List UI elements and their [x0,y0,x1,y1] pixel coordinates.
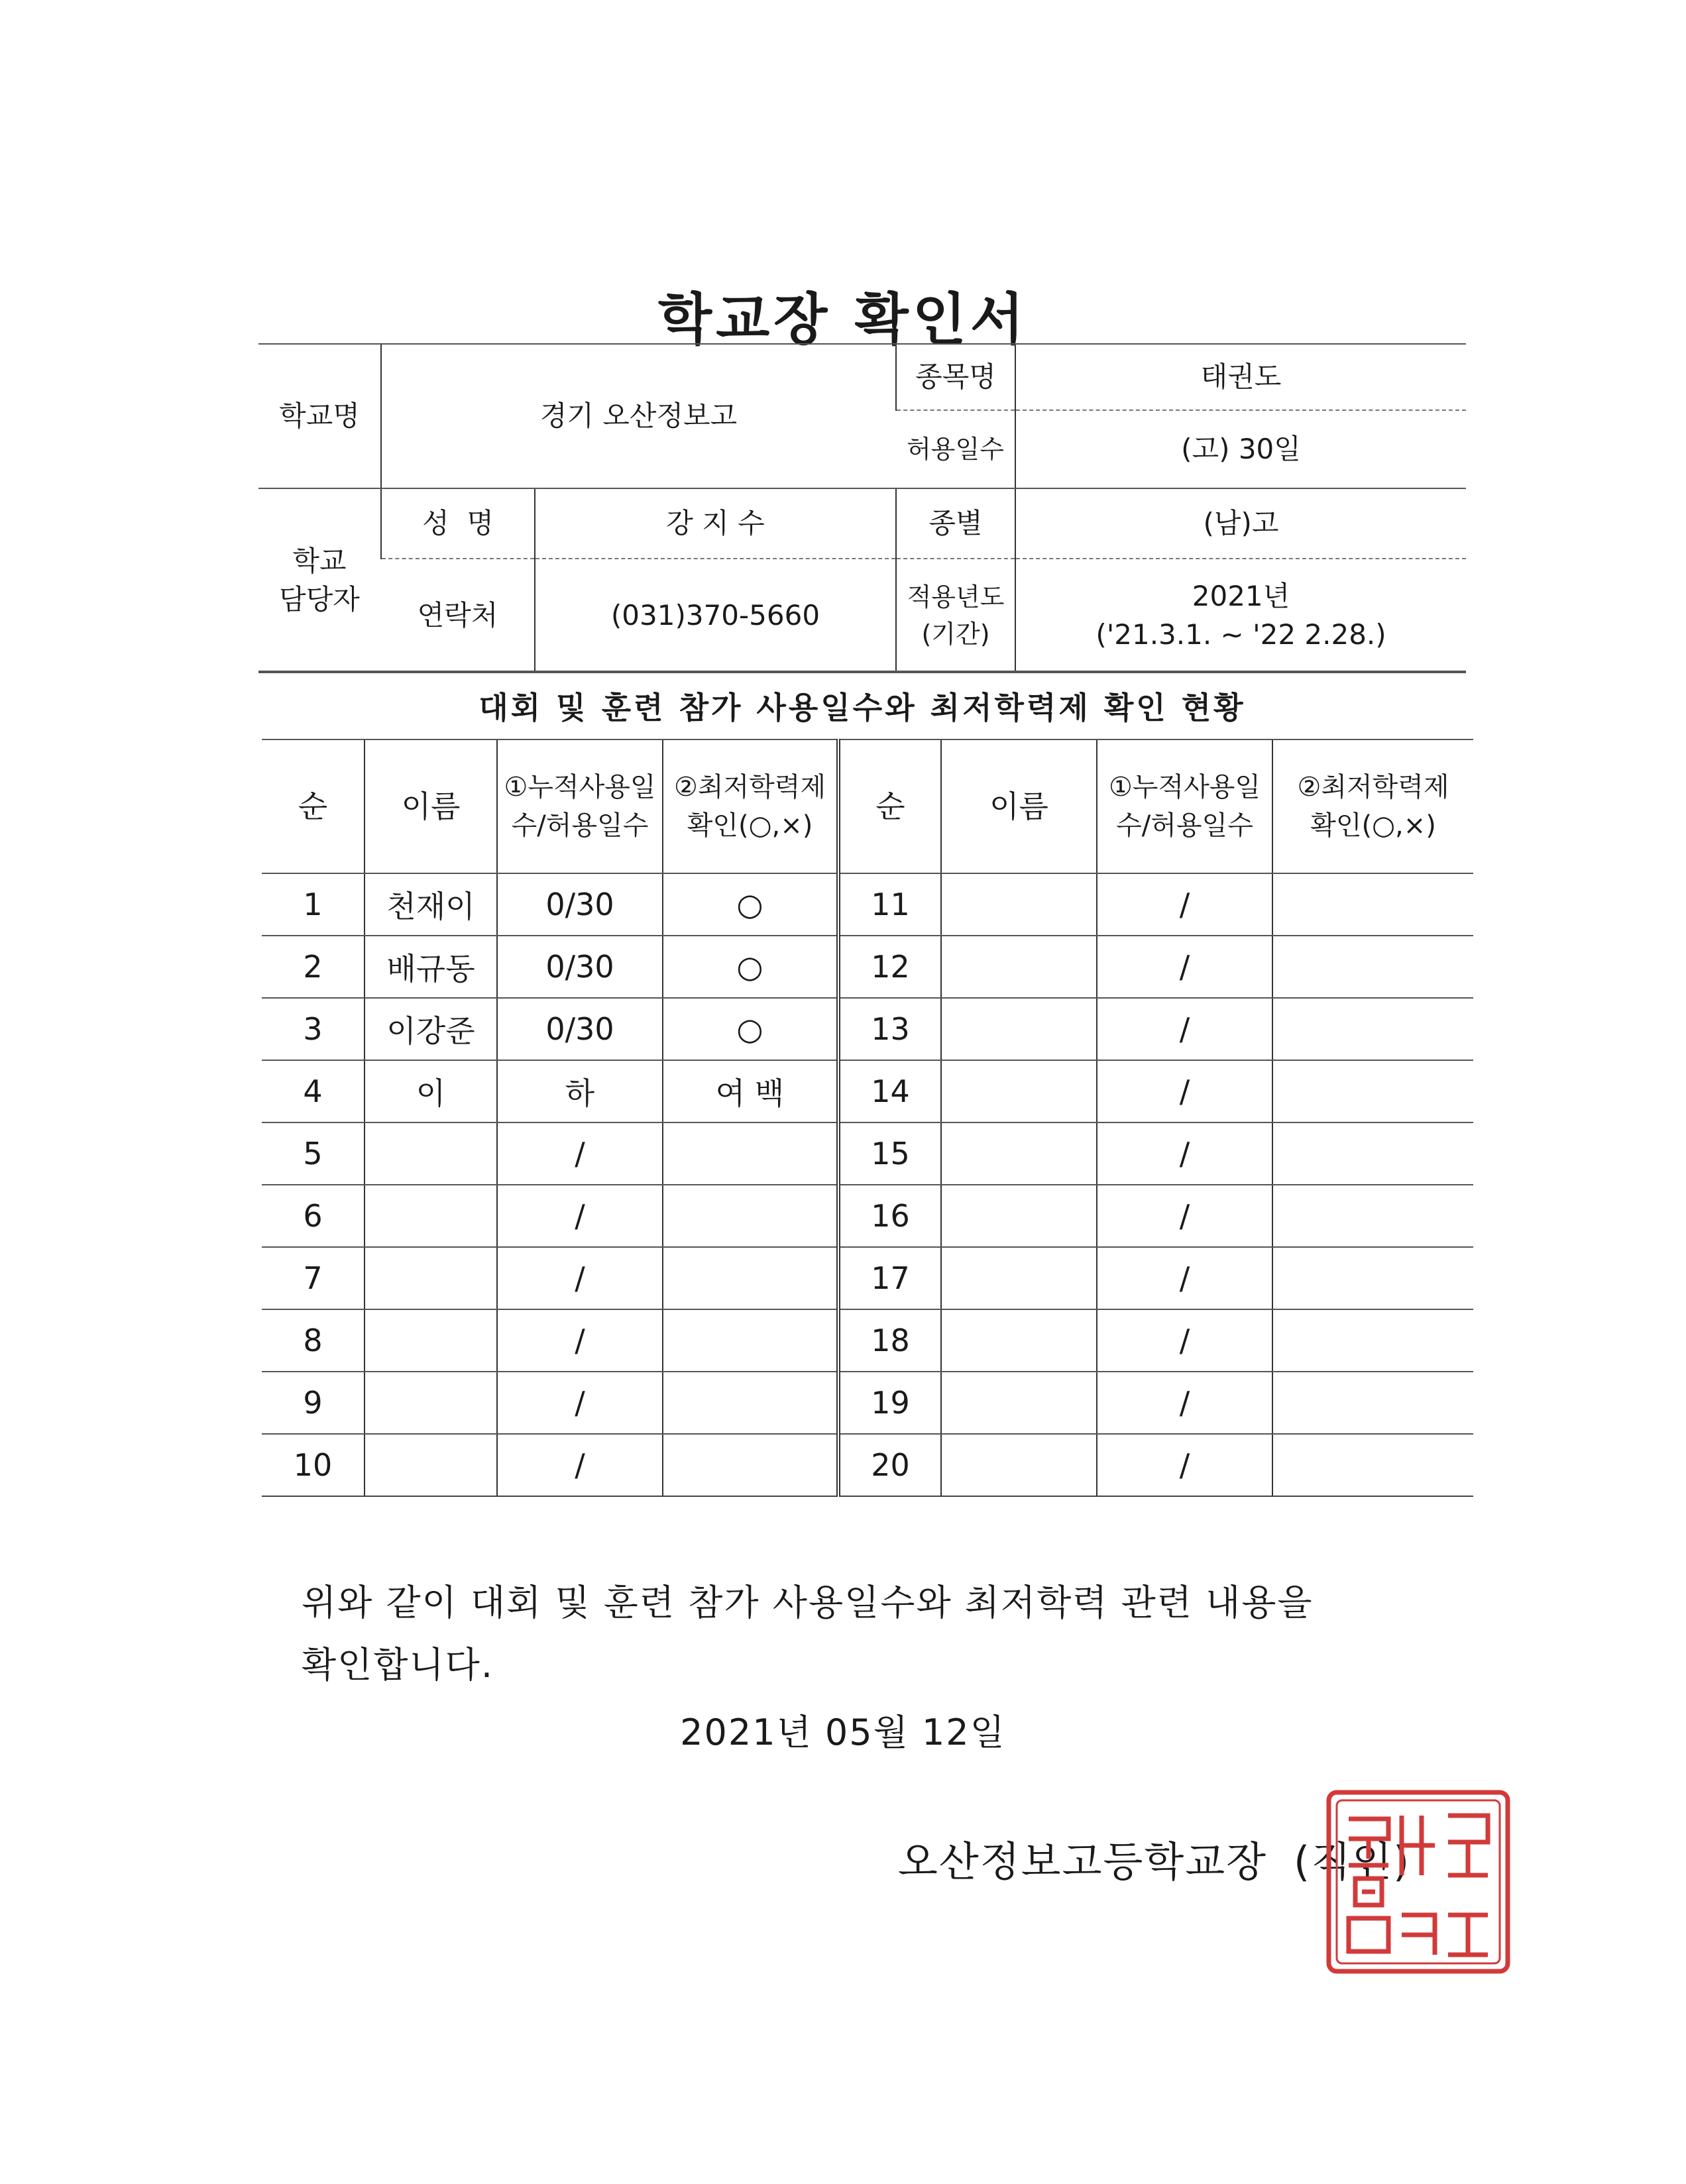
year-value-line-2: ('21.3.1. ~ '22 2.28.) [1096,618,1386,651]
row-days-cell: / [497,1122,663,1185]
row-name-cell [365,1185,497,1247]
row-check-cell: ○ [663,873,838,936]
row-name-cell: 이 [365,1060,497,1122]
header-check-left [663,739,838,873]
row-days-cell: / [1097,998,1272,1060]
header-check-right-line-2: 확인(○,×) [1310,810,1436,841]
row-check-cell [1272,1185,1473,1247]
row-number-cell: 10 [262,1434,365,1496]
row-days-cell: / [1097,1434,1272,1496]
row-check-cell [1272,1309,1473,1372]
staff-label [258,488,381,673]
row-name-cell [941,1060,1097,1122]
row-name-cell [365,1434,497,1496]
row-check-cell [663,1122,838,1185]
row-name-cell [365,1122,497,1185]
header-days-left-line-1: ①누적사용일 [504,772,656,802]
header-name-right: 이름 [941,739,1097,873]
table-row [262,1309,1473,1372]
header-no-right: 순 [838,739,941,873]
row-check-cell: ○ [663,998,838,1060]
row-name-cell [941,1372,1097,1434]
year-value-line-1: 2021년 [1192,580,1290,612]
row-check-cell [663,1185,838,1247]
row-days-cell: / [497,1434,663,1496]
row-check-cell [1272,936,1473,998]
event-value: 태권도 [1015,344,1466,410]
row-days-cell: / [497,1185,663,1247]
row-days-cell: 0/30 [497,998,663,1060]
row-name-cell: 이강준 [365,998,497,1060]
section-title: 대회 및 훈련 참가 사용일수와 최저학력제 확인 현황 [258,671,1466,737]
row-number-cell: 7 [262,1247,365,1309]
row-number-cell: 16 [838,1185,941,1247]
header-days-right-line-2: 수/허용일수 [1116,810,1253,841]
row-days-cell: 0/30 [497,936,663,998]
row-number-cell: 15 [838,1122,941,1185]
header-check-left-line-2: 확인(○,×) [687,810,813,841]
row-number-cell: 9 [262,1372,365,1434]
row-days-cell: / [1097,873,1272,936]
row-name-cell [365,1372,497,1434]
row-number-cell: 19 [838,1372,941,1434]
year-label-line-2: (기간) [921,620,990,649]
table-row [262,998,1473,1060]
year-label [896,559,1015,673]
row-days-cell: / [497,1372,663,1434]
row-check-cell: ○ [663,936,838,998]
row-number-cell: 3 [262,998,365,1060]
row-days-cell: / [1097,1185,1272,1247]
row-number-cell: 17 [838,1247,941,1309]
row-days-cell: 0/30 [497,873,663,936]
row-name-cell [941,998,1097,1060]
allowed-days-value: (고) 30일 [1015,410,1466,488]
row-check-cell: 여 백 [663,1060,838,1122]
issue-date: 2021년 05월 12일 [680,1712,1006,1753]
school-name-label: 학교명 [258,344,381,488]
row-name-cell [365,1247,497,1309]
table-row [262,1185,1473,1247]
table-row [262,1372,1473,1434]
row-number-cell: 14 [838,1060,941,1122]
contact-value: (031)370-5660 [535,559,896,673]
row-days-cell: / [1097,936,1272,998]
row-check-cell [1272,1122,1473,1185]
participation-table [262,739,1473,1497]
seal-note: (직인) [1294,1837,1411,1886]
school-name-value: 경기 오산정보고 [381,344,896,488]
header-days-left [497,739,663,873]
row-number-cell: 2 [262,936,365,998]
event-label: 종목명 [896,344,1015,410]
row-days-cell: / [1097,1247,1272,1309]
statement [302,1572,1488,1696]
row-number-cell: 20 [838,1434,941,1496]
row-name-cell [941,873,1097,936]
table-row [262,873,1473,936]
document-title: 학교장 확인서 [657,287,1029,352]
row-name-cell [941,1247,1097,1309]
staff-label-line-2: 담당자 [279,583,360,616]
row-check-cell [1272,1372,1473,1434]
row-check-cell [1272,998,1473,1060]
row-check-cell [663,1309,838,1372]
row-number-cell: 13 [838,998,941,1060]
allowed-days-label: 허용일수 [896,410,1015,488]
row-days-cell: / [497,1247,663,1309]
row-check-cell [1272,1434,1473,1496]
type-value: (남)고 [1015,488,1466,559]
row-name-cell: 천재이 [365,873,497,936]
row-number-cell: 12 [838,936,941,998]
header-no-left: 순 [262,739,365,873]
row-name-cell [941,1434,1097,1496]
table-row [262,1060,1473,1122]
statement-line-1: 위와 같이 대회 및 훈련 참가 사용일수와 최저학력 관련 내용을 [302,1582,1314,1623]
header-days-right [1097,739,1272,873]
row-check-cell [1272,873,1473,936]
statement-line-2: 확인합니다. [302,1644,494,1686]
table-row [262,936,1473,998]
name-value: 강 지 수 [535,488,896,559]
row-days-cell: 하 [497,1060,663,1122]
school-info-table [258,343,1466,673]
row-days-cell: / [1097,1060,1272,1122]
staff-label-line-1: 학교 [292,545,347,577]
row-name-cell [941,1309,1097,1372]
header-days-right-line-1: ①누적사용일 [1108,772,1261,802]
row-days-cell: / [1097,1309,1272,1372]
row-days-cell: / [1097,1122,1272,1185]
type-label: 종별 [896,488,1015,559]
row-name-cell [941,1122,1097,1185]
row-check-cell [663,1247,838,1309]
row-days-cell: / [497,1309,663,1372]
table-row [262,1247,1473,1309]
row-number-cell: 11 [838,873,941,936]
signer-name: 오산정보고등학교장 [898,1837,1268,1886]
row-number-cell: 6 [262,1185,365,1247]
row-days-cell: / [1097,1372,1272,1434]
table-row [262,1434,1473,1496]
row-name-cell [941,1185,1097,1247]
row-number-cell: 8 [262,1309,365,1372]
row-check-cell [663,1372,838,1434]
table-header-row [262,739,1473,873]
official-seal-icon [1322,1786,1514,1978]
header-check-left-line-1: ②최저학력제 [673,772,826,802]
row-number-cell: 1 [262,873,365,936]
table-row [262,1122,1473,1185]
row-name-cell [941,936,1097,998]
row-number-cell: 5 [262,1122,365,1185]
contact-label: 연락처 [381,559,535,673]
row-number-cell: 4 [262,1060,365,1122]
row-check-cell [663,1434,838,1496]
header-days-left-line-2: 수/허용일수 [511,810,649,841]
row-number-cell: 18 [838,1309,941,1372]
row-check-cell [1272,1247,1473,1309]
year-label-line-1: 적용년도 [907,582,1005,612]
header-check-right-line-1: ②최저학력제 [1297,772,1449,802]
year-value [1015,559,1466,673]
row-name-cell: 배규동 [365,936,497,998]
name-label: 성 명 [381,488,535,559]
row-name-cell [365,1309,497,1372]
table-body [262,873,1473,1496]
row-check-cell [1272,1060,1473,1122]
header-name-left: 이름 [365,739,497,873]
header-check-right [1272,739,1473,873]
